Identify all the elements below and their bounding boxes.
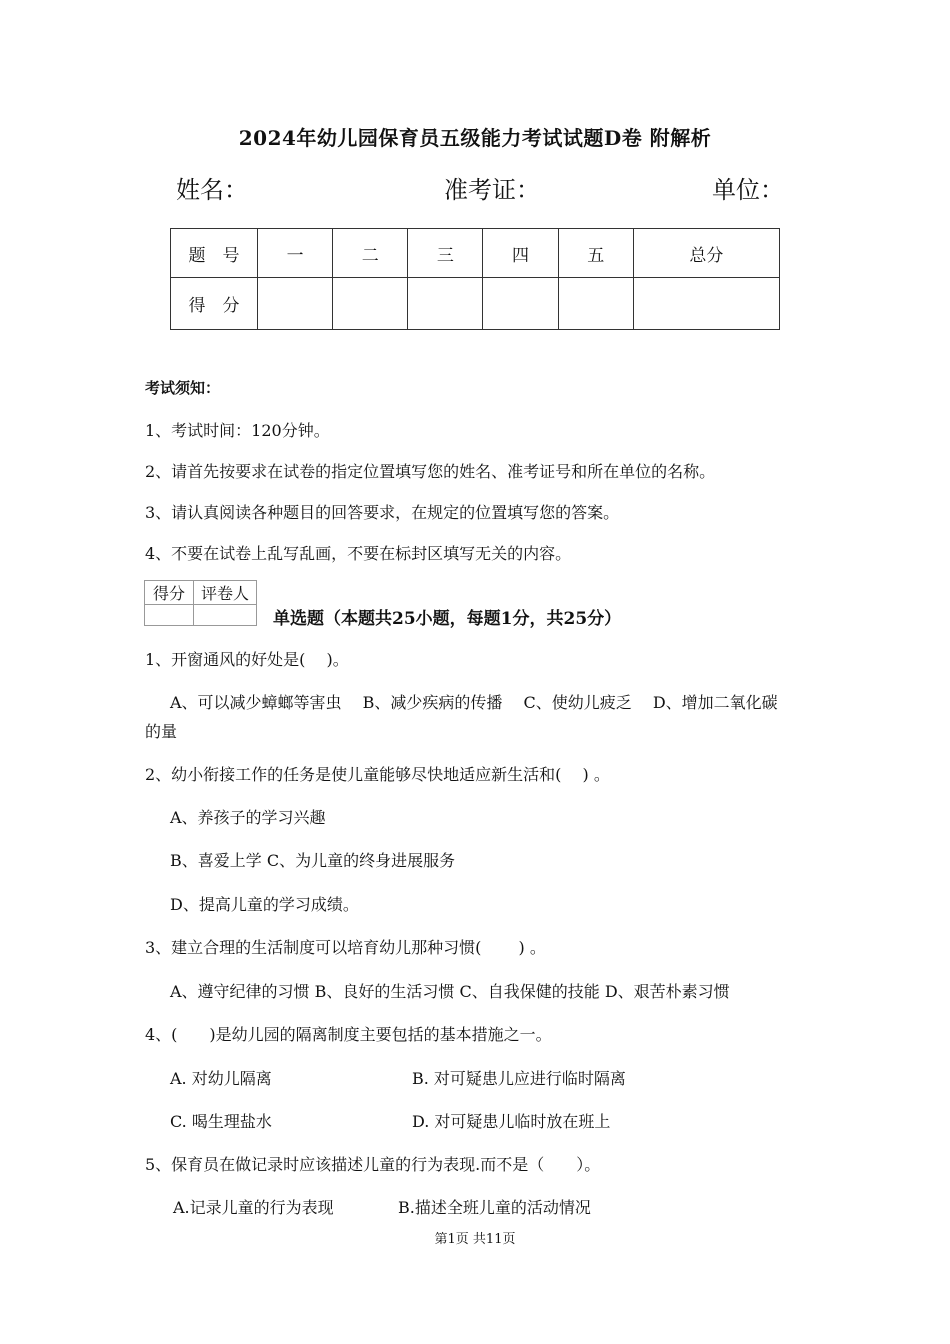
question-4-option-c: C. 喝生理盐水 <box>170 1112 272 1131</box>
question-2-option-d: D、提高儿童的学习成绩。 <box>170 895 359 914</box>
notice-item: 2、请首先按要求在试卷的指定位置填写您的姓名、准考证号和所在单位的名称。 <box>145 462 716 481</box>
question-4-option-d: D. 对可疑患儿临时放在班上 <box>412 1112 611 1131</box>
notice-heading: 考试须知： <box>145 379 221 397</box>
column-header: 五 <box>558 229 633 278</box>
score-cell <box>633 278 779 330</box>
column-header: 四 <box>483 229 558 278</box>
question-1-stem: 1、开窗通风的好处是( )。 <box>145 650 349 669</box>
question-5-stem: 5、保育员在做记录时应该描述儿童的行为表现.而不是（ ）。 <box>145 1155 601 1174</box>
question-5-option-b: B.描述全班儿童的活动情况 <box>398 1198 591 1217</box>
score-cell <box>333 278 408 330</box>
score-table <box>170 228 780 330</box>
column-header: 总分 <box>633 229 779 278</box>
score-table-score-row <box>171 278 780 330</box>
unit-field-label: 单位： <box>712 176 784 204</box>
grader-name-label: 评卷人 <box>194 581 257 605</box>
score-cell <box>483 278 558 330</box>
question-1-options-cont: 的量 <box>145 722 178 741</box>
page-footer: 第1页 共11页 <box>434 1232 516 1247</box>
grader-box <box>144 580 257 626</box>
name-field-label: 姓名： <box>176 176 248 204</box>
notice-item: 3、请认真阅读各种题目的回答要求，在规定的位置填写您的答案。 <box>145 503 620 522</box>
score-cell <box>408 278 483 330</box>
question-1-options: A、可以减少蟑螂等害虫 B、减少疾病的传播 C、使幼儿疲乏 D、增加二氧化碳 <box>170 693 778 712</box>
notice-item: 4、不要在试卷上乱写乱画，不要在标封区填写无关的内容。 <box>145 544 572 563</box>
question-2-option-bc: B、喜爱上学 C、为儿童的终身进展服务 <box>170 851 456 870</box>
question-4-option-a: A. 对幼儿隔离 <box>170 1069 272 1088</box>
column-header: 三 <box>408 229 483 278</box>
grader-score-label: 得分 <box>145 581 194 605</box>
question-2-stem: 2、幼小衔接工作的任务是使儿童能够尽快地适应新生活和( ) 。 <box>145 765 610 784</box>
section-title: 单选题（本题共25小题，每题1分，共25分） <box>273 609 622 629</box>
question-5-option-a: A.记录儿童的行为表现 <box>173 1198 334 1217</box>
question-2-option-a: A、养孩子的学习兴趣 <box>170 808 326 827</box>
grader-name-cell <box>194 605 257 626</box>
score-cell <box>258 278 333 330</box>
header-label-cell: 题 号 <box>171 229 258 278</box>
grader-score-cell <box>145 605 194 626</box>
question-4-option-b: B. 对可疑患儿应进行临时隔离 <box>412 1069 626 1088</box>
exam-number-field-label: 准考证： <box>444 176 540 204</box>
question-3-options: A、遵守纪律的习惯 B、良好的生活习惯 C、自我保健的技能 D、艰苦朴素习惯 <box>170 982 730 1001</box>
row-label-cell: 得 分 <box>171 278 258 330</box>
question-4-stem: 4、( )是幼儿园的隔离制度主要包括的基本措施之一。 <box>145 1025 552 1044</box>
question-3-stem: 3、建立合理的生活制度可以培育幼儿那种习惯( ) 。 <box>145 938 546 957</box>
column-header: 一 <box>258 229 333 278</box>
column-header: 二 <box>333 229 408 278</box>
document-title: 2024年幼儿园保育员五级能力考试试题D卷 附解析 <box>238 126 712 150</box>
score-cell <box>558 278 633 330</box>
score-table-header-row <box>171 229 780 278</box>
notice-item: 1、考试时间：120分钟。 <box>145 421 330 440</box>
